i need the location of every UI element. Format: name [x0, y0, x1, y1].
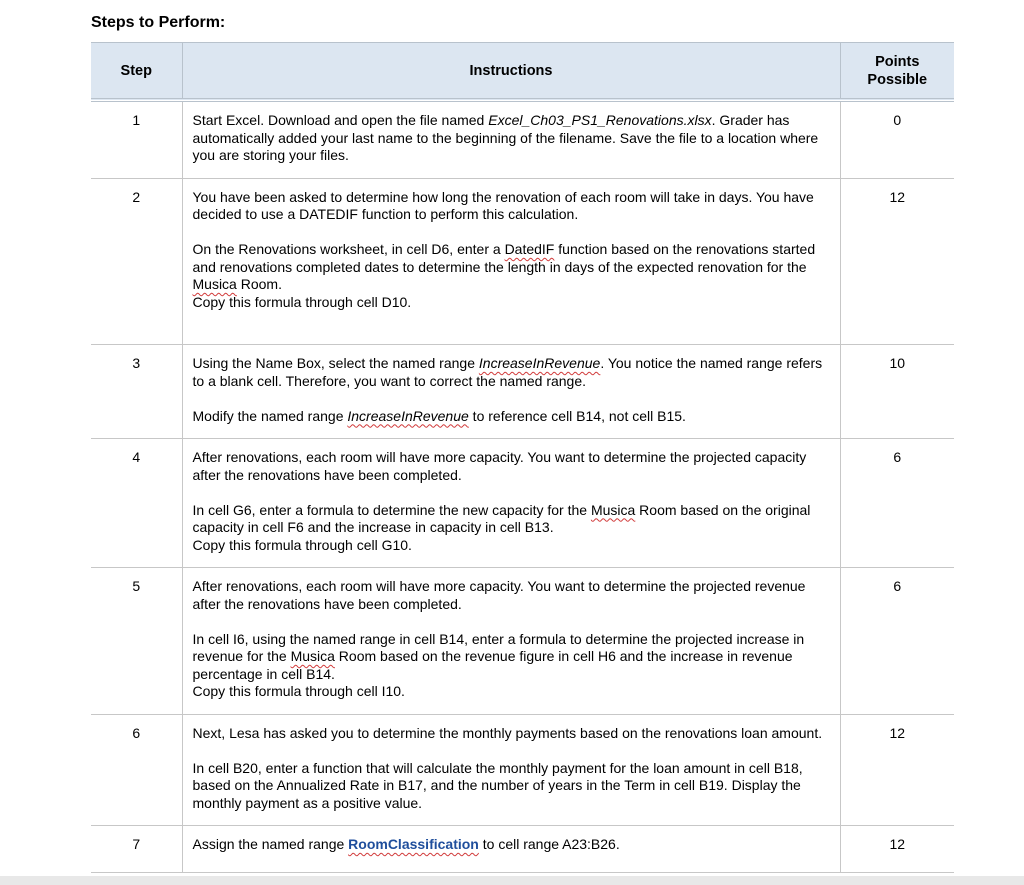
table-row: [91, 439, 954, 568]
step-instructions: [182, 345, 840, 439]
table-row: [91, 826, 954, 873]
step-instructions: [182, 439, 840, 568]
text: . You notice the named range refers to a blank cell. Therefore, you want to correct the named range.: [192, 355, 823, 389]
instruction-paragraph: Next, Lesa has asked you to determine the monthly payments based on the renovations loan amount.: [192, 724, 823, 741]
text: Room.: [236, 276, 282, 292]
text: Modify the named range: [192, 407, 348, 424]
text: In cell G6, enter a formula to determine the new capacity for the: [192, 501, 591, 518]
text: function based on the renovations started and renovations completed dates to determine the length in days of the expected renovation for the: [192, 241, 816, 275]
step-points: 6: [840, 439, 954, 568]
table-row: [91, 714, 954, 826]
bottom-edge-bar: [0, 876, 1024, 885]
table-header: [91, 43, 954, 101]
step-instructions: [182, 100, 840, 178]
room-name: Musica: [192, 276, 237, 292]
step-points: 12: [840, 714, 954, 826]
room-name: Musica: [290, 648, 335, 664]
step-points: 10: [840, 345, 954, 439]
text: On the Renovations worksheet, in cell D6, enter a: [192, 241, 505, 257]
step-points: 0: [840, 100, 954, 178]
instruction-paragraph: [193, 836, 826, 854]
table-row: [91, 178, 954, 345]
step-points: 12: [840, 826, 954, 873]
instruction-paragraph: After renovations, each room will have more capacity. You want to determine the projected revenue after the renovations have been completed.: [192, 578, 806, 612]
function-name: DatedIF: [504, 241, 555, 257]
instruction-paragraph: In cell B20, enter a function that will calculate the monthly payment for the loan amount in cell B18, based on the Annualized Rate in B17, and the number of years in the Term in cell B19. Display the monthly payment as a positive value.: [192, 759, 803, 811]
text: Using the Name Box, select the named range: [192, 355, 479, 371]
step-instructions: [182, 178, 840, 345]
step-points: 6: [840, 568, 954, 715]
points-header-line2: Possible: [867, 71, 928, 88]
range-name: IncreaseInRevenue: [478, 355, 601, 371]
step-number: 4: [91, 439, 182, 568]
text: Copy this formula through cell I10.: [192, 683, 405, 699]
text: Assign the named range: [192, 836, 349, 852]
step-instructions: [182, 568, 840, 715]
text: to cell range A23:B26.: [478, 836, 620, 852]
instruction-paragraph: [193, 408, 826, 426]
points-header-line1: Points: [875, 53, 920, 70]
step-number: 7: [91, 826, 182, 873]
text: Start Excel. Download and open the file named: [192, 112, 489, 128]
instruction-paragraph: [193, 241, 826, 311]
range-name: RoomClassification: [348, 836, 479, 852]
instruction-paragraph: [193, 502, 826, 555]
column-header-instructions: Instructions: [182, 43, 840, 101]
column-header-step: Step: [91, 43, 182, 101]
instruction-paragraph: [193, 355, 826, 390]
step-points: 12: [840, 178, 954, 345]
instruction-paragraph: [193, 631, 826, 701]
text: Copy this formula through cell G10.: [192, 536, 412, 553]
step-number: 2: [91, 178, 182, 345]
table-row: [91, 568, 954, 715]
step-number: 5: [91, 568, 182, 715]
step-instructions: [182, 826, 840, 873]
step-number: 6: [91, 714, 182, 826]
text: Copy this formula through cell D10.: [192, 293, 412, 310]
text: . Grader has automatically added your last name to the beginning of the filename. Save the file to a location where you are storing your files.: [192, 112, 819, 163]
text: In cell I6, using the named range in cell B14, enter a formula to determine the projected increase in revenue for the: [192, 630, 805, 664]
table-row: [91, 100, 954, 178]
instruction-paragraph: You have been asked to determine how long the renovation of each room will take in days. You have decided to use a DATEDIF function to perform this calculation.: [192, 188, 814, 222]
step-number: 1: [132, 112, 141, 128]
steps-table: [91, 42, 954, 873]
step-instructions: [182, 714, 840, 826]
spacer: [193, 311, 826, 331]
page-heading: Steps to Perform:: [91, 14, 226, 31]
table-row: [91, 345, 954, 439]
text: Room based on the original capacity in cell F6 and the increase in capacity in cell B13.: [192, 501, 811, 535]
step-number: 3: [91, 345, 182, 439]
text: to reference cell B14, not cell B15.: [468, 407, 686, 424]
room-name: Musica: [590, 501, 636, 518]
file-name: Excel_Ch03_PS1_Renovations.xlsx: [488, 112, 712, 128]
text: Room based on the revenue figure in cell H6 and the increase in revenue percentage in cell B14.: [192, 648, 793, 682]
range-name: IncreaseInRevenue: [347, 407, 469, 424]
instruction-paragraph: After renovations, each room will have more capacity. You want to determine the projected capacity after the renovations have been completed.: [192, 449, 807, 483]
column-header-points: [840, 43, 954, 101]
instruction-paragraph: [193, 112, 826, 165]
